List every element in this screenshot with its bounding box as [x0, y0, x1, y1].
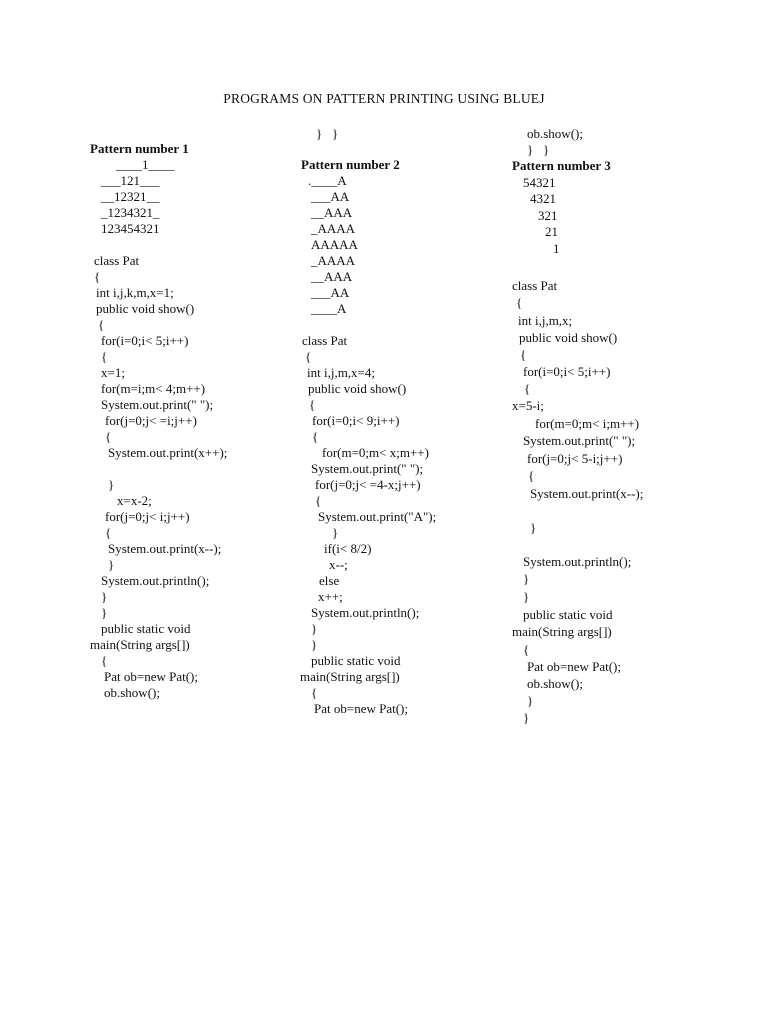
code-line: Pat ob=new Pat(); — [104, 669, 198, 684]
code-line: for(j=0;j< =4-x;j++) — [315, 477, 421, 492]
pattern-line: 321 — [538, 208, 558, 223]
code-line: } — [523, 589, 530, 604]
code-line: } — [108, 557, 115, 572]
code-line: { — [98, 317, 105, 332]
pattern-line: AAAAA — [311, 237, 358, 252]
code-line: else — [319, 573, 340, 588]
code-line: { — [524, 381, 531, 396]
pattern-line: __AAA — [311, 269, 353, 284]
code-line: x=5-i; — [512, 398, 544, 413]
code-line: main(String args[]) — [512, 624, 612, 639]
code-line: } — [311, 621, 318, 636]
code-line: { — [523, 642, 530, 657]
code-line: int i,j,k,m,x=1; — [96, 285, 174, 300]
pattern-line: ____A — [311, 301, 347, 316]
code-line: ob.show(); — [104, 685, 160, 700]
code-line: int i,j,m,x=4; — [307, 365, 376, 380]
code-line: public static void — [523, 607, 613, 622]
code-line: System.out.print(" "); — [101, 397, 214, 412]
code-line: for(m=0;m< i;m++) — [535, 416, 640, 431]
code-line: x=x-2; — [117, 493, 152, 508]
pattern-1-heading: Pattern number 1 — [90, 141, 189, 156]
code-line: for(j=0;j< =i;j++) — [105, 413, 197, 428]
pattern-line: 123454321 — [101, 221, 160, 236]
code-line: } — [523, 710, 530, 725]
code-line: { — [309, 397, 316, 412]
pattern-line: _1234321_ — [101, 205, 160, 220]
code-line: System.out.print("A"); — [318, 509, 437, 524]
code-line: { — [105, 429, 112, 444]
pattern-2-heading: Pattern number 2 — [301, 157, 400, 172]
code-line: for(m=i;m< 4;m++) — [101, 381, 206, 396]
pattern-line: _AAAA — [311, 253, 356, 268]
code-line: { — [101, 653, 108, 668]
pattern-line: __AAA — [311, 205, 353, 220]
code-line: Pat ob=new Pat(); — [527, 659, 621, 674]
code-line: class Pat — [94, 253, 140, 268]
code-line: { — [520, 347, 527, 362]
code-line: } — [530, 520, 537, 535]
code-line: main(String args[]) — [90, 637, 190, 652]
code-line: public void show() — [519, 330, 618, 345]
code-line: x--; — [329, 557, 348, 572]
code-line: } — [332, 525, 339, 540]
pattern-line: ___121___ — [101, 173, 160, 188]
code-line: public static void — [101, 621, 191, 636]
code-line: for(i=0;i< 5;i++) — [101, 333, 189, 348]
code-line: x=1; — [101, 365, 125, 380]
code-line: for(i=0;i< 9;i++) — [312, 413, 400, 428]
code-line: public void show() — [308, 381, 407, 396]
pattern-line: 1 — [553, 241, 560, 256]
code-line: System.out.println(); — [523, 554, 632, 569]
code-line: { — [94, 269, 101, 284]
code-line: { — [315, 493, 322, 508]
code-line: for(i=0;i< 5;i++) — [523, 364, 611, 379]
pattern-line: 4321 — [530, 191, 556, 206]
pattern-line: __12321__ — [101, 189, 160, 204]
code-line: System.out.print(" "); — [311, 461, 424, 476]
code-line: System.out.println(); — [311, 605, 420, 620]
code-line: { — [528, 468, 535, 483]
pattern-line: _AAAA — [311, 221, 356, 236]
code-line: for(m=0;m< x;m++) — [322, 445, 429, 460]
code-line: } — [523, 571, 530, 586]
code-line: { — [516, 295, 523, 310]
code-line: public void show() — [96, 301, 195, 316]
code-line: class Pat — [512, 278, 558, 293]
code-line: for(j=0;j< 5-i;j++) — [527, 451, 623, 466]
pattern-line: ____1____ — [116, 157, 175, 172]
code-line: main(String args[]) — [300, 669, 400, 684]
code-line: public static void — [311, 653, 401, 668]
code-line: x++; — [318, 589, 343, 604]
code-line: { — [311, 685, 318, 700]
code-line: class Pat — [302, 333, 348, 348]
code-line: Pat ob=new Pat(); — [314, 701, 408, 716]
code-line: System.out.println(); — [101, 573, 210, 588]
code-line: ob.show(); — [527, 676, 583, 691]
code-line: { — [312, 429, 319, 444]
pattern-line: 21 — [545, 224, 558, 239]
code-line: if(i< 8/2) — [324, 541, 372, 556]
code-line: System.out.print(" "); — [523, 433, 636, 448]
code-line: for(j=0;j< i;j++) — [105, 509, 190, 524]
code-line: } — [527, 693, 534, 708]
code-line: } — [101, 589, 108, 604]
code-line: int i,j,m,x; — [518, 313, 573, 328]
pattern-line: 54321 — [523, 175, 556, 190]
code-line: { — [105, 525, 112, 540]
pattern-line: ___AA — [311, 285, 350, 300]
code-line: ob.show(); — [527, 126, 583, 141]
pattern-line: ___AA — [311, 189, 350, 204]
pattern-line: .____A — [308, 173, 347, 188]
code-line: { — [101, 349, 108, 364]
code-line: { — [305, 349, 312, 364]
code-line: System.out.print(x--); — [530, 486, 644, 501]
code-line: } } — [316, 126, 339, 141]
code-line: } — [108, 477, 115, 492]
code-line: System.out.print(x++); — [108, 445, 228, 460]
code-line: } — [311, 637, 318, 652]
page-title: PROGRAMS ON PATTERN PRINTING USING BLUEJ — [223, 91, 545, 106]
pattern-3-heading: Pattern number 3 — [512, 158, 611, 173]
code-line: } } — [527, 142, 550, 157]
code-line: } — [101, 605, 108, 620]
code-line: System.out.print(x--); — [108, 541, 222, 556]
